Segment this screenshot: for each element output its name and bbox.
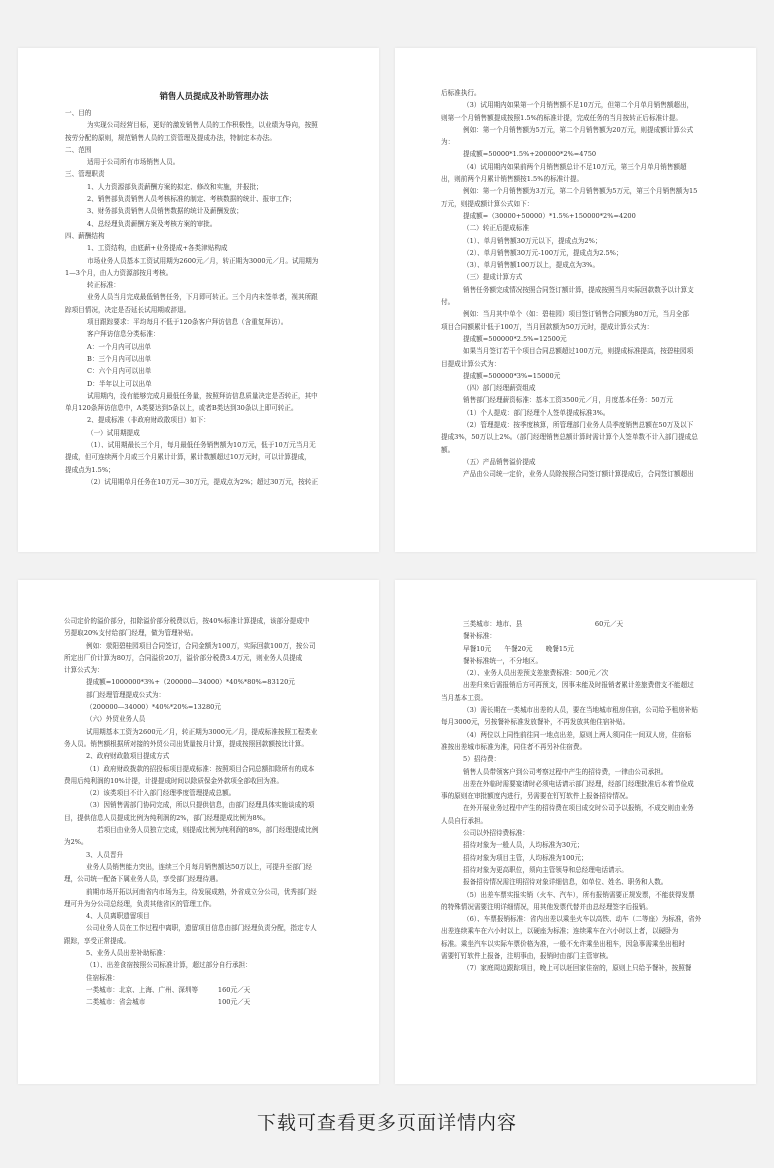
text-line: 餐补标准统一，不分地区。 [463, 656, 543, 665]
text-line: 客户拜访信息分类标准： [87, 330, 160, 339]
text-line: 提成3%，50万以上2%。（部门经理销售总额计算时需计算个人签单数不计入部门提成总 [441, 433, 698, 442]
text-line: 若项目由业务人员独立完成，则提成比例为纯利润的8%，部门经理提成比例 [97, 826, 319, 835]
text-line: 务人员。销售额根据所对接的外贸公司出货量按月计算，提成按照回款额按比计算。 [64, 739, 308, 748]
text-line: 5）招待费： [463, 755, 501, 764]
download-more-caption[interactable]: 下载可查看更多页面详情内容 [256, 1112, 517, 1134]
text-line: 公司定价的溢价部分，扣除溢价部分税费以后，按40%标准计算提成，该部分提成中 [64, 617, 310, 625]
text-line: （六）外贸业务人员 [86, 715, 146, 724]
text-line: 为： [441, 138, 455, 147]
text-line: 理，公司统一配备下属业务人员，享受部门经理待遇。 [64, 875, 223, 884]
text-line: （五）产品销售溢价提成 [463, 457, 536, 466]
text-line: （2）试用期单月任务在10万元—30万元，提成点为2%；超过30万元，按转正 [87, 477, 319, 486]
document-page-3 [18, 580, 379, 1084]
text-line: 则第一个月销售额提成按照1.5%的标准计提，完成任务的当月按转正后标准计提。 [441, 113, 682, 122]
text-line: 试用期内，没有能够完成月最低任务量，按照拜访信息质量决定是否转正，其中 [87, 391, 318, 400]
text-line: 目提成计算公式为： [441, 359, 501, 368]
text-line: 一、目的 [65, 109, 92, 117]
text-line: 招待对象为一般人员，人均标准为30元； [463, 841, 584, 850]
text-line: B：三个月内可以出单 [87, 354, 152, 363]
text-line: 提成额=500000*2.5%=12500元 [463, 334, 567, 343]
text-line: （1）、单月销售额30万元以下，提成点为2%； [463, 236, 602, 245]
text-line: （1）政府财政拨款的招投标项目提成标准：按照项目合同总额扣除所有的成本 [86, 764, 315, 773]
text-line: 销售部门经理薪资标准：基本工资3500元／月，月度基本任务：50万元 [463, 396, 673, 405]
text-line: 例如：第一个月销售额为3万元，第二个月销售额为5万元，第三个月销售额为15 [463, 187, 698, 196]
text-line: 住宿标准： [86, 973, 119, 982]
text-line: 业务人员当月完成最低销售任务，下月即可转正。三个月内未签单者，视其所跟 [87, 293, 318, 302]
text-line: 万元，则提成额计算公式如下： [441, 199, 534, 208]
document-page-1 [18, 48, 379, 552]
text-line: 提成，但可连续两个月或三个月累计计算，累计数额超过10万元时，可以计算提成， [65, 453, 311, 462]
text-line: D：半年以上可以出单 [87, 379, 152, 388]
text-line: 4、总经理负责薪酬方案及考核方案的审批。 [87, 219, 217, 228]
document-page-2 [395, 48, 756, 552]
text-line: （二）转正后提成标准 [463, 224, 529, 233]
text-line: 1、工资结构，由底薪+业务提成+各类津贴构成 [87, 244, 228, 253]
text-line: 准按出差城市标准为准，同住者不再另补住宿费。 [441, 742, 587, 751]
text-line: （3）、单月销售额100万以上，提成点为3%。 [463, 261, 600, 270]
text-line: 目，提供信息人员提成比例为纯利润的2%，部门经理提成比例为8%。 [64, 813, 270, 822]
document-title: 销售人员提成及补助管理办法 [159, 91, 269, 101]
text-line: 当月基本工资。 [441, 693, 488, 702]
text-line: （一）试用期提成 [87, 428, 140, 437]
text-line: 在外开展业务过程中产生的招待费在项目成交时公司予以报销，不成交则由业务 [463, 804, 694, 813]
text-line: 理可升为分公司总经理，负责其他省区的管理工作。 [64, 899, 216, 908]
text-line: 跟踪，享受正常提成。 [64, 936, 130, 945]
text-line: 销售人员带领客户到公司考察过程中产生的招待费，一律由公司承担。 [463, 767, 668, 776]
text-line: 出差归来后需报销后方可再预支，因事未能及时报销者累计差旅费借支不能超过 [463, 681, 694, 690]
page-3-body [64, 615, 361, 1009]
text-line: 4、人员离职遗留项目 [86, 912, 150, 921]
text-line: 额。 [441, 445, 455, 454]
text-line: （4）两位以上同性前往同一地点出差，原则上两人须同住一间双人房，住宿标 [463, 730, 692, 739]
text-line: （4）试用期内如果前两个月销售额总计不足10万元，第三个月单月销售额超 [463, 162, 687, 171]
text-line: 另提取20%支付给部门经理，做为管理补贴。 [64, 629, 198, 638]
text-line: （1）、试用期最长三个月，每月最低任务销售额为10万元，低于10万元当月无 [87, 441, 316, 450]
text-line: 公司业务人员在工作过程中离职，遗留项目信息由部门经理负责分配，指定专人 [86, 924, 317, 933]
text-line: （1）、出差食宿按照公司标准计算，超过部分自行承担： [86, 961, 252, 970]
text-line: 转正标准： [87, 281, 120, 290]
text-line: A：一个月内可以出单 [87, 342, 152, 351]
text-line: （3）因销售需部门协同完成，所以只提供信息，由部门经理具体实施谈成的项 [86, 801, 315, 810]
text-line: 需要钉钉软件上报备，注明事由，报销时由部门主管审核。 [441, 952, 613, 961]
text-line: 计算公式为： [64, 666, 104, 675]
text-line: 踪项目情况，决定是否延长试用期或辞退。 [65, 305, 191, 314]
text-line: 例如：第一个月销售额为5万元，第二个月销售额为20万元，则提成额计算公式 [463, 125, 694, 134]
text-line: （三）提成计算方式 [463, 273, 523, 282]
text-line: 出差连续乘车在六小时以上，以硬座为标准；连续乘车在六小时以上者，以硬卧为 [441, 927, 679, 936]
text-line: 事的原则在审批额度内进行，另需要在钉钉软件上报备招待情况。 [441, 792, 633, 801]
document-page-4 [395, 580, 756, 1084]
text-line: 1、人力资源部负责薪酬方案的拟定、修改和实施，并报批； [87, 182, 263, 191]
text-line: 2、政府财政散项目提成方式 [86, 752, 170, 761]
text-line: 为2%。 [64, 838, 88, 847]
text-line: 例如：荥阳碧桂园项目合同签订，合同金额为100万，实际回款100万，按公司 [86, 641, 316, 650]
page-4-body [441, 618, 738, 975]
text-line: （2）、业务人员出差预支差旅费标准：500元／次 [463, 669, 609, 678]
text-line: 报备招待情况需注明招待对象详细信息，如单位、姓名、职务和人数。 [463, 878, 668, 887]
text-line: 招待对象为项目主管，人均标准为100元； [463, 853, 588, 862]
text-line: 提成额=1000000*3%+（200000—34000）*40%*80%=83120元 [86, 678, 295, 687]
text-line: （1）个人提成：部门经理个人签单提成标准3%。 [463, 408, 610, 417]
text-line: 人员自行承担。 [441, 816, 488, 825]
text-line: （200000—34000）*40%*20%=13280元 [86, 703, 221, 712]
text-line: 1—3个月，由人力资源部按月考核。 [65, 268, 173, 277]
text-line: 标准。乘坐汽车以实际车票价格为准，一般不允许乘坐出租车，因急事需乘坐出租时 [441, 939, 685, 948]
text-line: 试用期基本工资为2600元／月，转正期为3000元／月，提成标准按照工程类业 [86, 727, 318, 736]
text-line: 的特殊情况需要注明详细情况，用其他发票代替并由总经理签字后报销。 [441, 902, 652, 911]
text-line: 2、提成标准（非政府财政散项目）如下： [87, 416, 210, 425]
text-line: 单月120条拜访信息中，A类要达到5条以上，或者B类达到30条以上即可转正。 [65, 404, 298, 413]
text-line: 早餐10元 午餐20元 晚餐15元 [463, 644, 574, 653]
text-line: 招待对象为更高职位，须向主管领导和总经理电话请示。 [463, 865, 628, 874]
text-line: （7）家庭周边跟踪项目，晚上可以赶回家住宿的，原则上只给予餐补，按照餐 [463, 964, 692, 973]
text-line: 出，则前两个月累计销售额按1.5%的标准计提。 [441, 175, 584, 184]
text-line: （2）管理提成：按季度核算，所管理部门业务人员季度销售总额在50万及以下 [463, 421, 694, 430]
text-line: 适用于公司所有市场销售人员。 [87, 158, 180, 167]
text-line: 提成额=500000*3%=15000元 [463, 371, 561, 380]
text-line: 二类城市：省会城市 100元／天 [86, 998, 251, 1007]
text-line: 产品由公司统一定价，业务人员除按照合同签订额计算提成后，合同签订额超出 [463, 470, 694, 479]
text-line: 费用后纯利润的10%计提，计提提成时间以除质保金外款项全部收回为准。 [64, 776, 284, 785]
text-line: （6）、车票报销标准：省内出差以乘坐火车以高铁、动车（二等座）为标准，省外 [463, 915, 702, 924]
text-line: 部门经理管理提成公式为： [86, 690, 166, 699]
text-line: 出差在外临时需要宴请时必须电话请示部门经理，经部门经理批准后本着节俭成 [463, 779, 694, 788]
text-line: （2）、单月销售额30万元-100万元，提成点为2.5%； [463, 248, 623, 257]
text-line: 按劳分配的原则，规范销售人员的工资管理及提成办法，特制定本办法。 [65, 133, 276, 142]
text-line: 3、人员晋升 [86, 850, 124, 859]
text-line: 三、管理职责 [65, 170, 105, 179]
text-line: 四、薪酬结构 [65, 231, 105, 240]
text-line: 提成额=（30000+50000）*1.5%+150000*2%=4200 [463, 211, 636, 220]
text-line: 如果当月签订若干个项目合同总额超过100万元，则提成标准提高，按碧桂园项 [463, 347, 694, 356]
text-line: 前期市场开拓以河南省内市场为主，待发展成熟，外省成立分公司，优秀部门经 [86, 887, 317, 896]
text-line: 后标准执行。 [441, 89, 481, 97]
text-line: 例如：当月其中单个（如：碧桂园）项目签订销售合同额为80万元，当月全部 [463, 310, 689, 319]
text-line: 公司以外招待费标准： [463, 829, 529, 838]
page-2-body [441, 87, 736, 481]
text-line: 3、财务部负责销售人员销售数据的统计及薪酬发放； [87, 207, 243, 216]
text-line: 三类城市：地市、县 60元／天 [463, 620, 624, 628]
text-line: 项目跟踪要求：平均每月不低于120条客户拜访信息（含重复拜访）。 [87, 318, 288, 327]
text-line: （2）该类项目不计入部门经理季度管理提成总额。 [86, 789, 236, 798]
text-line: 项目合同额累计低于100万，当月回款额为50万元时，提成计算公式为： [441, 322, 654, 331]
text-line: （3）需长期在一类城市出差的人员，要在当地城市租房住宿，公司给予租房补贴 [463, 706, 698, 715]
text-line: 提成点为1.5%； [65, 465, 115, 474]
text-line: 提成额=50000*1.5%+200000*2%=4750 [463, 150, 597, 159]
text-line: 5、业务人员出差补助标准： [86, 949, 170, 958]
text-line: 一类城市：北京、上海、广州、深圳等 160元／天 [86, 985, 251, 994]
text-line: 销售任务额完成情况按照合同签订额计算，提成按照当月实际回款数予以计算支 [463, 285, 694, 294]
text-line: C：六个月内可以出单 [87, 367, 152, 376]
text-line: 付。 [441, 298, 455, 307]
text-line: 所定出厂价计算为80万，合同溢价20万，溢价部分税费3.4万元，则业务人员提成 [64, 653, 303, 662]
text-line: 为实现公司经营目标，更好的激发销售人员的工作积极性，以业绩为导向，按照 [87, 121, 318, 130]
text-line: 业务人员销售能力突出，连续三个月每月销售额达50万以上，可提升至部门经 [86, 862, 312, 871]
text-line: 餐补标准： [463, 632, 496, 641]
text-line: 市场业务人员基本工资试用期为2600元／月，转正期为3000元／月。试用期为 [87, 256, 319, 265]
text-line: （5）出差车票实报实销（火车、汽车），所有报销需要正规发票，不能获得发票 [463, 890, 695, 899]
text-line: （3）试用期内如果第一个月销售额不足10万元，但第二个月单月销售额超出， [463, 101, 694, 110]
text-line: 每月3000元，另按餐补标准发放餐补，不再发放其他住宿补贴。 [441, 718, 630, 727]
text-line: 2、销售部负责销售人员考核标准的制定、考核数据的统计、报审工作； [87, 195, 296, 204]
text-line: （四）部门经理薪资组成 [463, 384, 536, 393]
page-1-body [65, 107, 363, 488]
text-line: 二、范围 [65, 145, 92, 154]
